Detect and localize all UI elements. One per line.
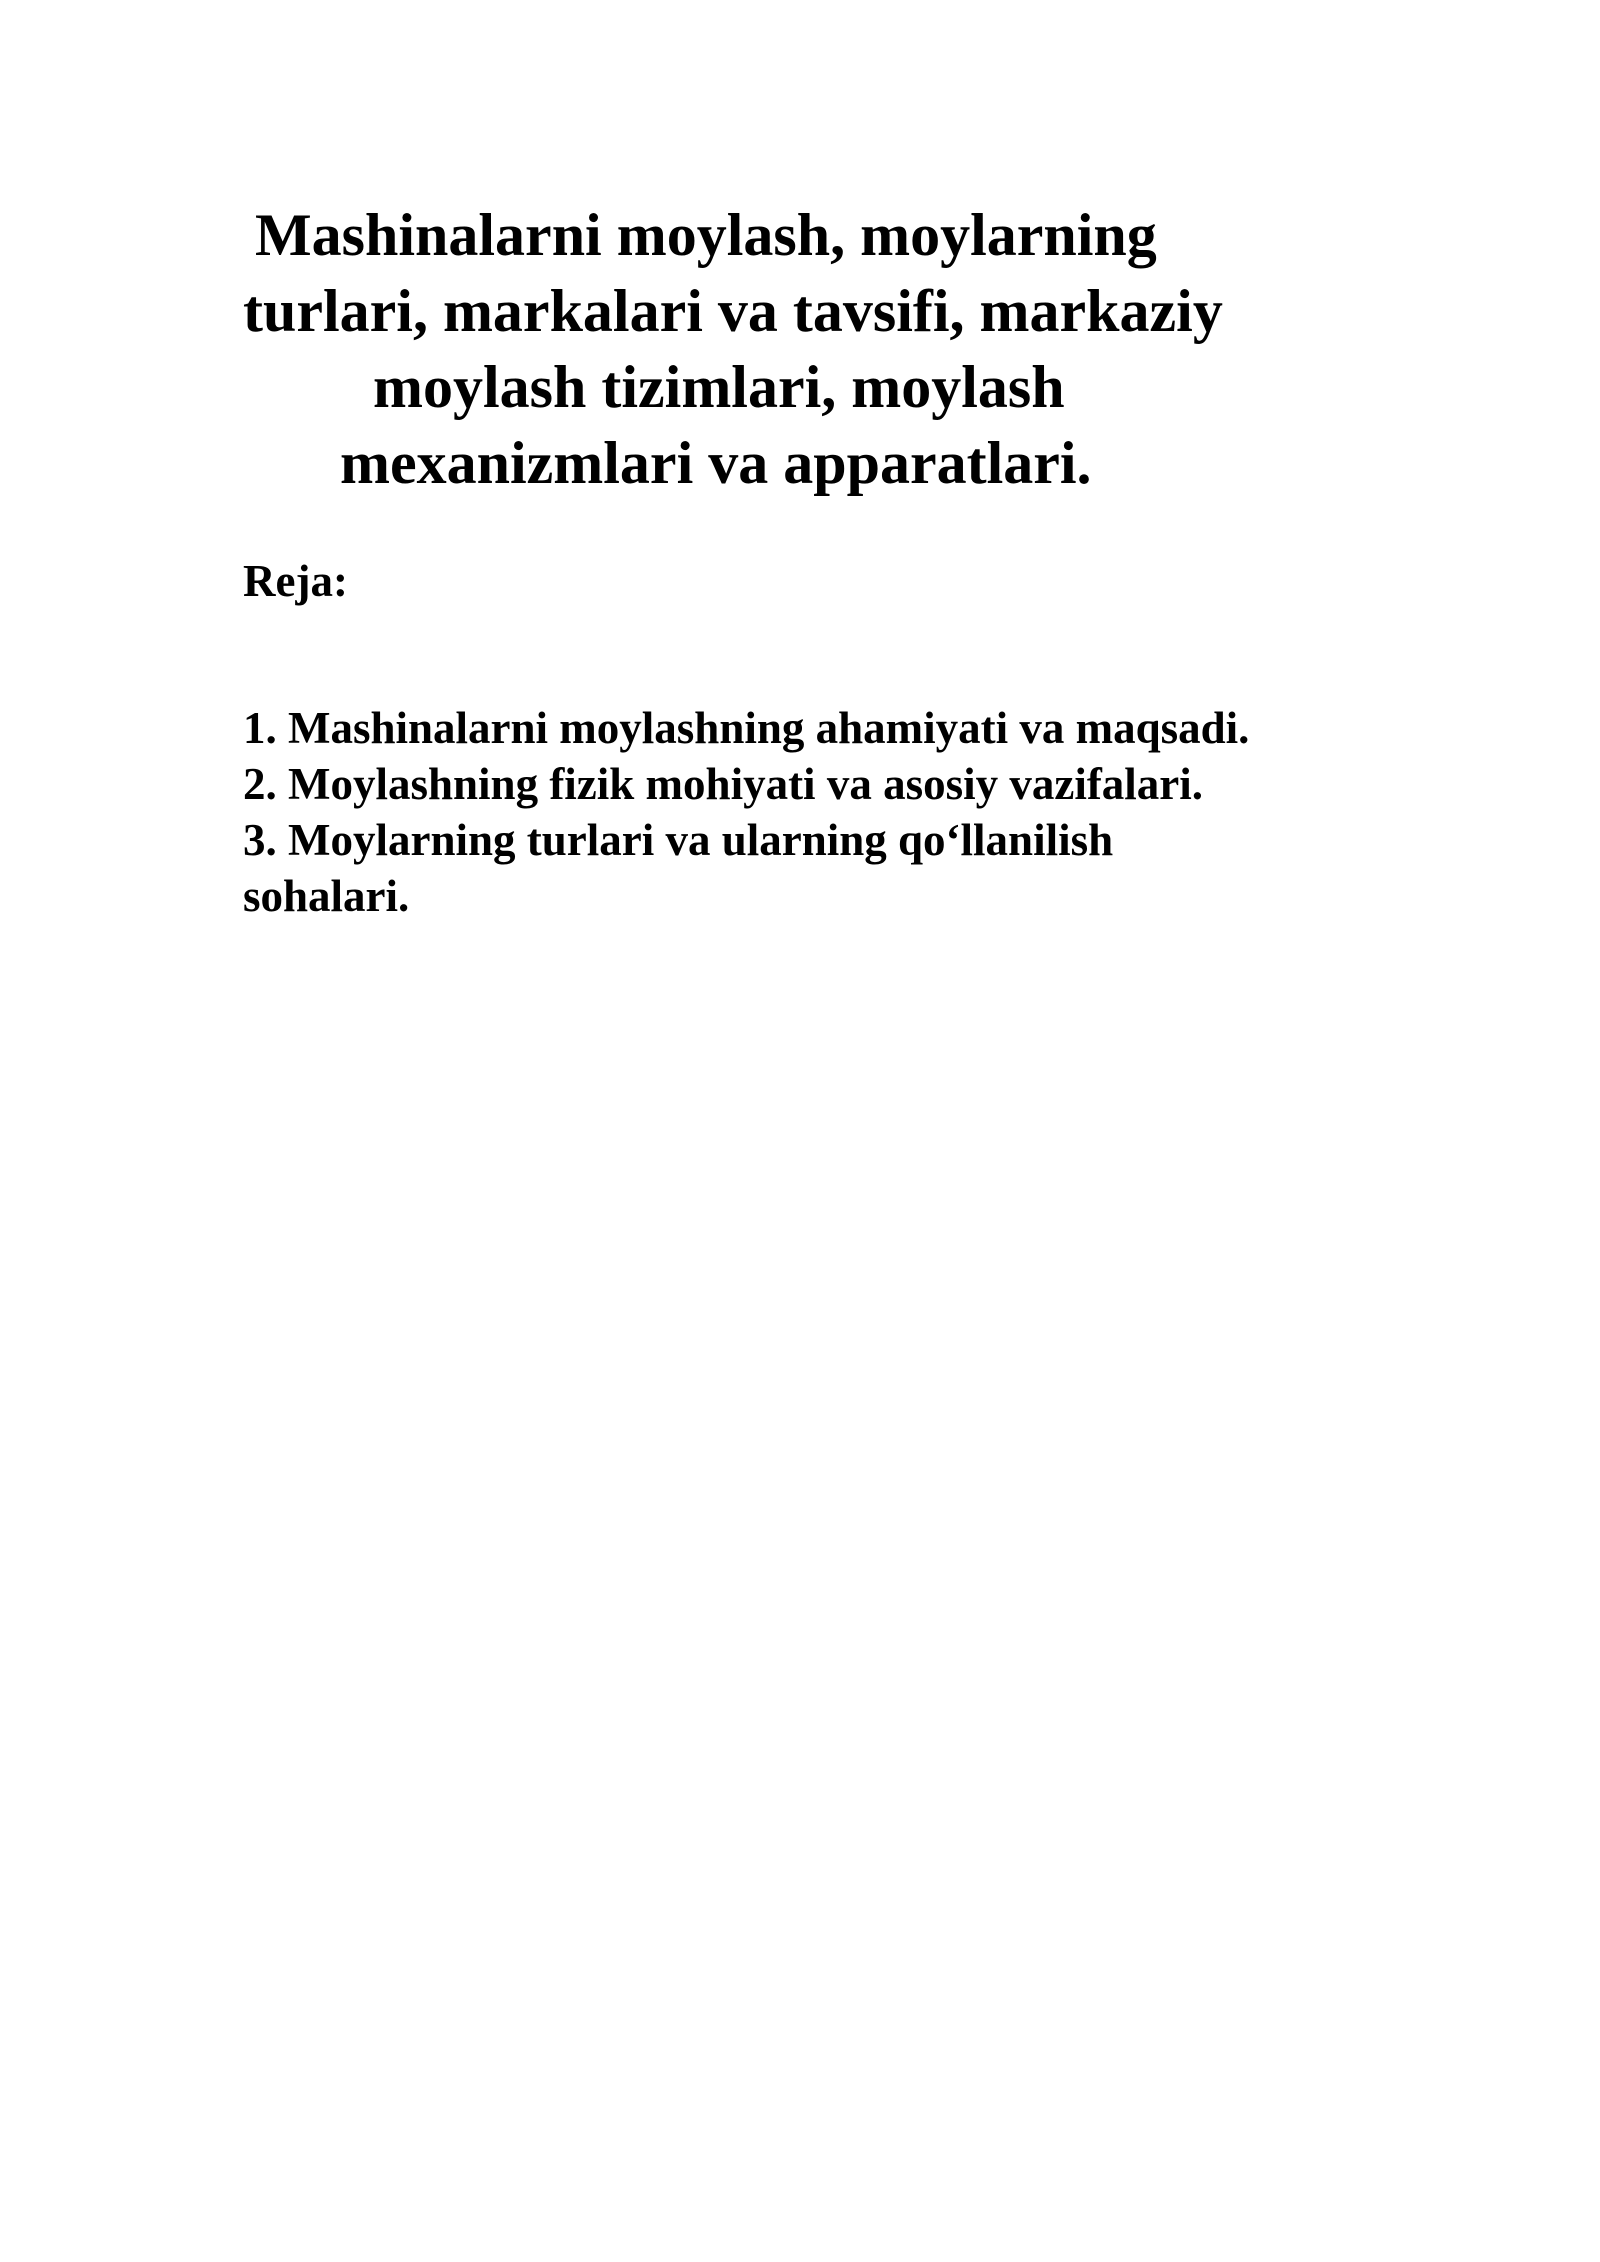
plan-item-2: 2. Moylashning fizik mohiyati va asosiy vazifalari. bbox=[243, 759, 1204, 809]
plan-list bbox=[243, 700, 1249, 924]
document-title-line-4: mexanizmlari va apparatlari. bbox=[340, 430, 1092, 496]
document-title-line-1: Mashinalarni moylash, moylarning bbox=[255, 202, 1157, 268]
plan-heading: Reja: bbox=[243, 556, 348, 606]
document-title-line-3: moylash tizimlari, moylash bbox=[373, 354, 1065, 420]
plan-item-3: 3. Moylarning turlari va ularning qo‘llanilish bbox=[243, 815, 1114, 865]
plan-item-1: 1. Mashinalarni moylashning ahamiyati va maqsadi. bbox=[243, 703, 1250, 753]
document-title-line-2: turlari, markalari va tavsifi, markaziy bbox=[243, 278, 1223, 344]
plan-item-3-continued: sohalari. bbox=[243, 871, 410, 921]
